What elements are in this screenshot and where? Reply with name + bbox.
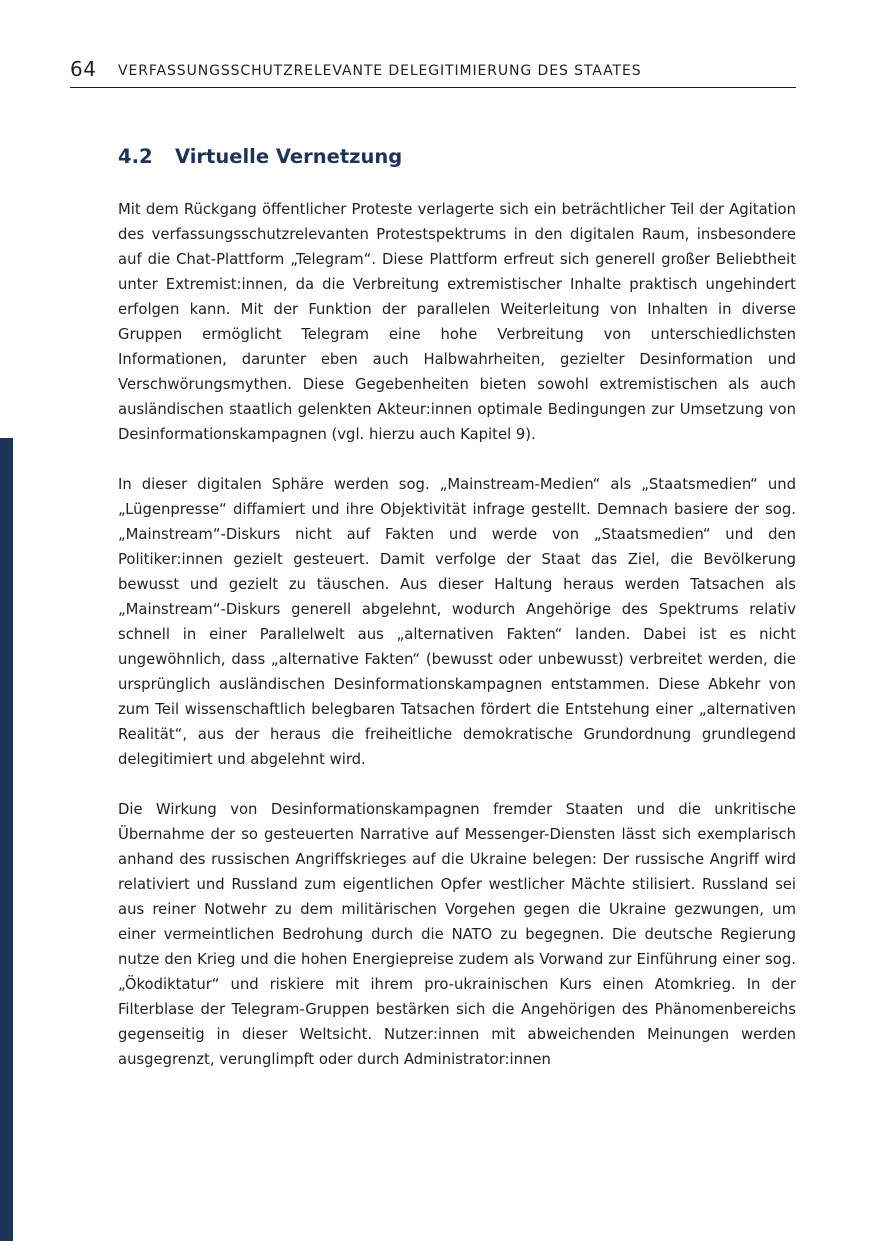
section-number: 4.2: [118, 145, 153, 168]
page-number: 64: [70, 57, 97, 81]
paragraph-3: Die Wirkung von Desinformationskampagnen fremder Staaten und die unkritische Übernahme der so gesteuerten Narrative auf Messenger-Diensten lässt sich exemplarisch anhand des russischen Angriffskrieges auf die Ukraine belegen: Der russische Angriff wird relativiert und Russland zum eigentlichen Opfer westlicher Mächte stilisiert. Russland sei aus reiner Notwehr zu dem militärischen Vorgehen gegen die Ukraine gezwungen, um einer vermeintlichen Bedrohung durch die NATO zu begegnen. Die deutsche Regierung nutze den Krieg und die hohen Energiepreise zudem als Vorwand zur Einführung einer sog. „Ökodiktatur“ und riskiere mit ihrem pro-ukrainischen Kurs einen Atomkrieg. In der Filterblase der Telegram-Gruppen bestärken sich die Angehörigen des Phänomenbereichs gegenseitig in dieser Weltsicht. Nutzer:innen mit abweichenden Meinungen werden ausgegrenzt, verunglimpft oder durch Administrator:innen: [118, 801, 796, 1068]
running-title: VERFASSUNGSSCHUTZRELEVANTE DELEGITIMIERUNG DES STAATES: [118, 63, 642, 79]
section-heading: [118, 144, 796, 170]
chapter-side-bar: [0, 438, 13, 1241]
paragraph-2: In dieser digitalen Sphäre werden sog. „Mainstream-Medien“ als „Staatsmedien“ und „Lügenpresse“ diffamiert und ihre Objektivität infrage gestellt. Demnach basiere der sog. „Mainstream“-Diskurs nicht auf Fakten und werde von „Staatsmedien“ und den Politiker:innen gezielt gesteuert. Damit verfolge der Staat das Ziel, die Bevölkerung bewusst und gezielt zu täuschen. Aus dieser Haltung heraus werden Tatsachen als „Mainstream“-Diskurs generell abgelehnt, wodurch Angehörige des Spektrums relativ schnell in einer Parallelwelt aus „alternativen Fakten“ landen. Dabei ist es nicht ungewöhnlich, dass „alternative Fakten“ (bewusst oder unbewusst) verbreitet werden, die ursprünglich ausländischen Desinformationskampagnen entstammen. Diese Abkehr von zum Teil wissenschaftlich belegbaren Tatsachen fördert die Entstehung einer „alternativen Realität“, aus der heraus die freiheitliche demokratische Grundordnung grundlegend delegitimiert und abgelehnt wird.: [118, 476, 796, 768]
running-header: [70, 56, 796, 88]
body-text: [118, 197, 796, 1097]
section-title: Virtuelle Vernetzung: [175, 145, 403, 168]
paragraph-1: Mit dem Rückgang öffentlicher Proteste verlagerte sich ein beträchtlicher Teil der Agitation des verfassungsschutzrelevanten Protestspektrums in den digitalen Raum, insbesondere auf die Chat-Plattform „Telegram“. Diese Plattform erfreut sich generell großer Beliebtheit unter Extremist:innen, da die Verbreitung extremistischer Inhalte praktisch ungehindert erfolgen kann. Mit der Funktion der parallelen Weiterleitung von Inhalten in diverse Gruppen ermöglicht Telegram eine hohe Verbreitung von unterschiedlichsten Informationen, darunter eben auch Halbwahrheiten, gezielter Desinformation und Verschwörungsmythen. Diese Gegebenheiten bieten sowohl extremistischen als auch ausländischen staatlich gelenkten Akteur:innen optimale Bedingungen zur Umsetzung von Desinformationskampagnen (vgl. hierzu auch Kapitel 9).: [118, 201, 796, 443]
